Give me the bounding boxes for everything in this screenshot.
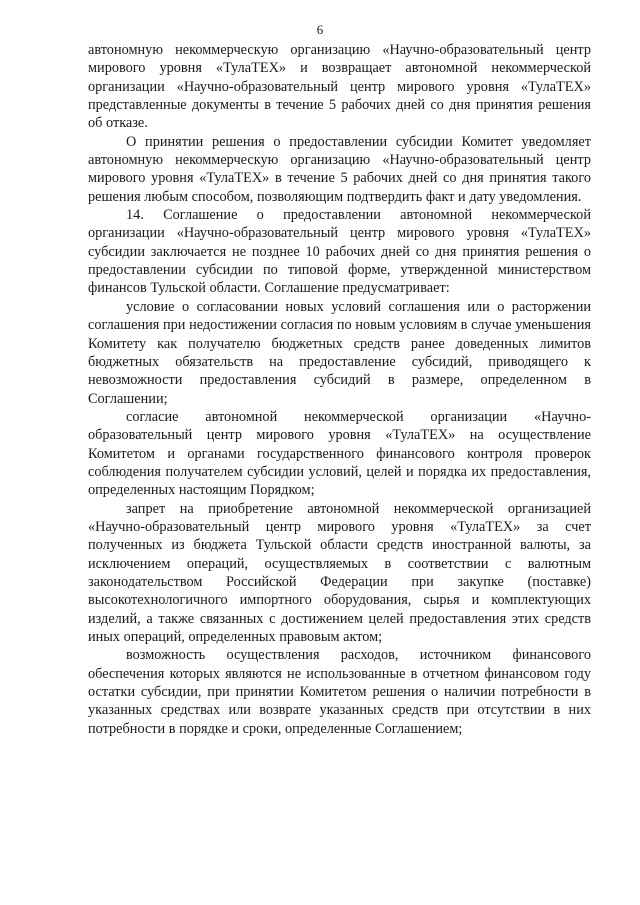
paragraph-currency-prohibition: запрет на приобретение автономной некоммерческой организацией «Научно-образовательный центр мирового уровня «ТулаТЕХ» за счет полученных из бюджета Тульской области средств иностранной валюты, за исключением операций, осуществляемых в соответствии с валютным законодательством Российской Федерации при закупке (поставке) высокотехнологичного импортного оборудования, сырья и комплектующих изделий, а также связанных с достижением целей предоставления этих средств иных операций, определенных правовым актом; bbox=[88, 500, 591, 645]
paragraph-remaining-funds: возможность осуществления расходов, источником финансового обеспечения которых являются не использованные в отчетном финансовом году остатки субсидии, при принятии Комитетом решения о наличии потребности в указанных средствах или возврате указанных средств при отсутствии в них потребности в порядке и сроки, определенные Соглашением; bbox=[88, 647, 591, 737]
paragraph-consent-inspections: согласие автономной некоммерческой организации «Научно-образовательный центр мирового уровня «ТулаТЕХ» на осуществление Комитетом и органами государственного финансового контроля проверок соблюдения получателем субсидии условий, целей и порядка их предоставления, определенных настоящим Порядком; bbox=[88, 408, 591, 499]
paragraph-clause-14: 14. Соглашение о предоставлении автономной некоммерческой организации «Научно-образовательный центр мирового уровня «ТулаТЕХ» субсидии заключается не позднее 10 рабочих дней со дня принятия решения о предоставлении субсидии по типовой форме, утвержденной министерством финансов Тульской области. Соглашение предусматривает: bbox=[88, 207, 591, 297]
paragraph-continuation: автономную некоммерческую организацию «Научно-образовательный центр мирового уровня «ТулаТЕХ» и возвращает автономной некоммерческой организации «Научно-образовательный центр мирового уровня «ТулаТЕХ» представленные документы в течение 5 рабочих дней со дня принятия решения об отказе. bbox=[88, 42, 591, 132]
document-body bbox=[88, 41, 591, 738]
paragraph-condition-renegotiation: условие о согласовании новых условий соглашения или о расторжении соглашения при недостижении согласия по новым условиям в случае уменьшения Комитету как получателю бюджетных средств ранее доведенных лимитов бюджетных обязательств на предоставление субсидий, приводящего к невозможности предоставления субсидий в размере, определенном в Соглашении; bbox=[88, 298, 591, 407]
page-number: 6 bbox=[316, 22, 324, 37]
paragraph-decision-notice: О принятии решения о предоставлении субсидии Комитет уведомляет автономную некоммерческую организацию «Научно-образовательный центр мирового уровня «ТулаТЕХ» в течение 5 рабочих дней со дня принятия такого решения любым способом, позволяющим подтвердить факт и дату уведомления. bbox=[88, 133, 591, 205]
